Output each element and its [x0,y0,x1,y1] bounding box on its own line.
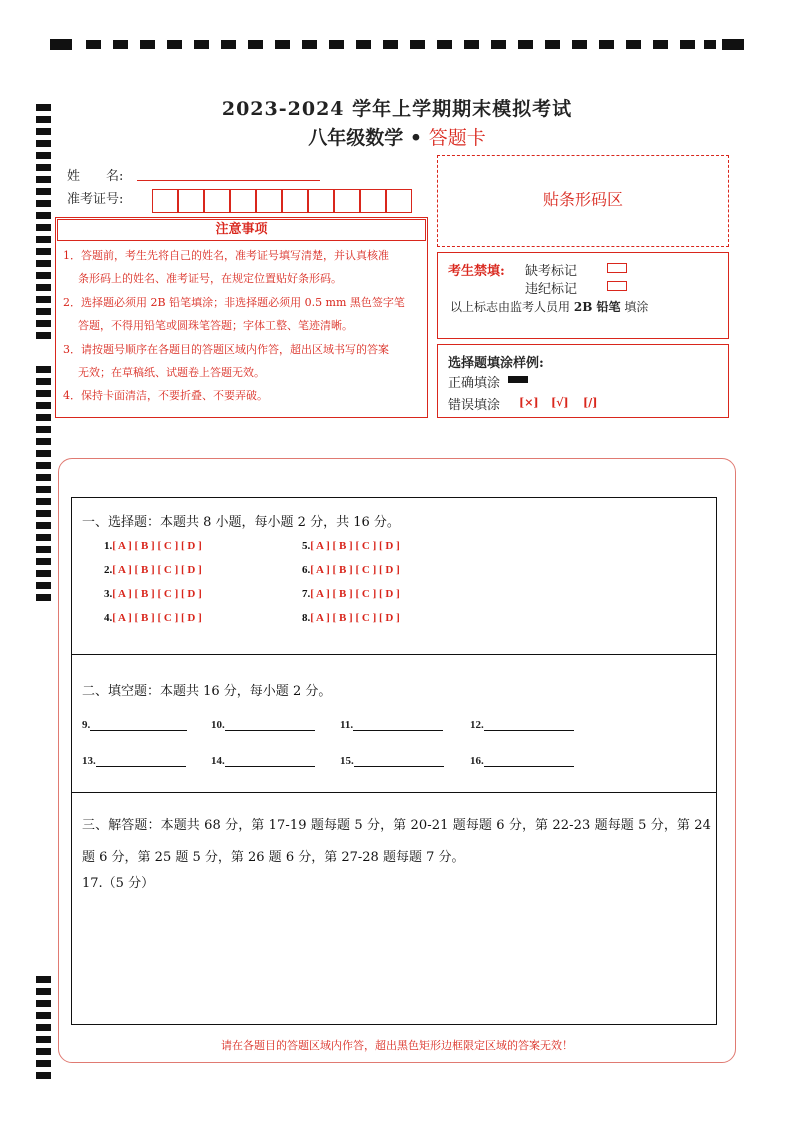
section-choice-title: 一、选择题：本题共 8 小题，每小题 2 分，共 16 分。 [82,515,400,530]
question-number: 15. [340,755,354,767]
question-number: 13. [82,755,96,767]
fill-sample-heading: 选择题填涂样例: [448,356,544,371]
notice-heading: 注意事项 [57,219,426,241]
choice-question[interactable] [104,612,202,624]
id-digit-cell[interactable] [308,189,334,213]
section-fill-left-border [71,654,72,792]
question-number: 14. [211,755,225,767]
question-number: 1. [104,540,113,552]
fill-blank-item[interactable] [340,718,443,731]
question-number: 2. [104,564,113,576]
question-number: 6. [302,564,311,576]
fill-blank-item[interactable] [82,718,187,731]
section-solution-title-line2: 题 6 分，第 25 题 5 分，第 26 题 6 分，第 27-28 题每题 7 分。 [82,850,465,865]
choice-question[interactable] [302,540,400,552]
name-input-line[interactable] [137,180,320,181]
correct-fill-label: 正确填涂 [448,376,501,391]
choice-question[interactable] [104,540,202,552]
fill-blank-item[interactable] [211,718,315,731]
choice-options[interactable]: [ A ] [ B ] [ C ] [ D ] [112,588,202,600]
choice-question[interactable] [104,588,202,600]
question-number: 8. [302,612,311,624]
section-fill-title: 二、填空题：本题共 16 分，每小题 2 分。 [82,684,332,699]
fill-blank-item[interactable] [82,754,186,767]
examiner-note [450,298,648,315]
choice-options[interactable]: [ A ] [ B ] [ C ] [ D ] [310,612,400,624]
fill-blank-line[interactable] [354,754,444,767]
answer-sheet-subtitle [0,123,794,150]
absent-mark-box[interactable] [607,263,627,273]
wrong-fill-example: [√] [551,396,569,409]
question-number: 3. [104,588,113,600]
id-digit-cell[interactable] [204,189,230,213]
fill-blank-line[interactable] [90,718,187,731]
examiner-note-bold: 2B 铅笔 [573,300,621,314]
section-solution-title-line1: 三、解答题：本题共 68 分，第 17-19 题每题 5 分，第 20-21 题每题 6 分，第 22-23 题每题 5 分，第 24 [82,818,712,833]
id-digit-cell[interactable] [282,189,308,213]
id-digit-cell[interactable] [386,189,412,213]
question-number: 4. [104,612,113,624]
exam-id-label: 准考证号: [67,192,124,207]
question-number: 7. [302,588,311,600]
violation-mark-label: 违纪标记 [525,282,578,297]
choice-question[interactable] [302,612,400,624]
name-label: 姓 名: [67,169,124,184]
barcode-area-label: 贴条形码区 [542,190,623,209]
examiner-only-heading: 考生禁填: [448,264,505,279]
absent-mark-label: 缺考标记 [525,264,578,279]
choice-options[interactable]: [ A ] [ B ] [ C ] [ D ] [310,564,400,576]
id-digit-cell[interactable] [256,189,282,213]
fill-blank-item[interactable] [470,718,574,731]
notice-item: 条形码上的姓名、准考证号，在规定位置贴好条形码。 [78,272,342,285]
choice-question[interactable] [302,588,400,600]
notice-item: 无效；在草稿纸、试题卷上答题无效。 [78,366,265,379]
wrong-fill-example: [×] [519,396,539,409]
choice-options[interactable]: [ A ] [ B ] [ C ] [ D ] [310,588,400,600]
notice-item: 3．请按题号顺序在各题目的答题区域内作答，超出区域书写的答案 [63,343,389,356]
notice-item: 1．答题前，考生先将自己的姓名，准考证号填写清楚，并认真核准 [63,249,389,262]
exam-title: 2023-2024 学年上学期期末模拟考试 [221,98,573,120]
notice-item: 答题，不得用铅笔或圆珠笔答题；字体工整、笔迹清晰。 [78,319,353,332]
question-number: 10. [211,719,225,731]
correct-fill-example [508,376,528,383]
question-number: 12. [470,719,484,731]
notice-item: 2．选择题必须用 2B 铅笔填涂；非选择题必须用 0.5 mm 黑色签字笔 [63,296,405,309]
choice-question[interactable] [104,564,202,576]
footer-warning: 请在各题目的答题区域内作答，超出黑色矩形边框限定区域的答案无效！ [221,1039,573,1052]
choice-options[interactable]: [ A ] [ B ] [ C ] [ D ] [112,612,202,624]
question-17-label: 17.（5 分） [82,876,155,891]
barcode-area [437,155,729,247]
fill-blank-item[interactable] [211,754,315,767]
choice-options[interactable]: [ A ] [ B ] [ C ] [ D ] [310,540,400,552]
question-number: 5. [302,540,311,552]
fill-blank-item[interactable] [470,754,574,767]
id-digit-cell[interactable] [152,189,178,213]
fill-blank-line[interactable] [225,718,315,731]
subject-name: 八年级数学 [308,127,404,149]
id-digit-cell[interactable] [334,189,360,213]
section-fill-right-border [716,654,717,792]
examiner-note-prefix: 以上标志由监考人员用 [450,300,571,314]
section-divider [71,654,717,655]
question-number: 11. [340,719,354,731]
title-dot: • [409,127,423,149]
wrong-fill-example: [/] [583,396,598,409]
fill-blank-line[interactable] [484,754,574,767]
id-digit-cell[interactable] [360,189,386,213]
violation-mark-box[interactable] [607,281,627,291]
id-digit-cell[interactable] [230,189,256,213]
wrong-fill-label: 错误填涂 [448,398,501,413]
choice-options[interactable]: [ A ] [ B ] [ C ] [ D ] [112,540,202,552]
choice-options[interactable]: [ A ] [ B ] [ C ] [ D ] [112,564,202,576]
choice-question[interactable] [302,564,400,576]
examiner-note-suffix: 填涂 [624,300,649,314]
question-number: 16. [470,755,484,767]
fill-blank-line[interactable] [225,754,315,767]
answer-card-label: 答题卡 [428,127,486,149]
fill-blank-line[interactable] [484,718,574,731]
notice-item: 4．保持卡面清洁，不要折叠、不要弄破。 [63,389,268,402]
fill-blank-line[interactable] [353,718,443,731]
fill-blank-item[interactable] [340,754,444,767]
question-number: 9. [82,719,91,731]
id-digit-cell[interactable] [178,189,204,213]
fill-blank-line[interactable] [96,754,186,767]
